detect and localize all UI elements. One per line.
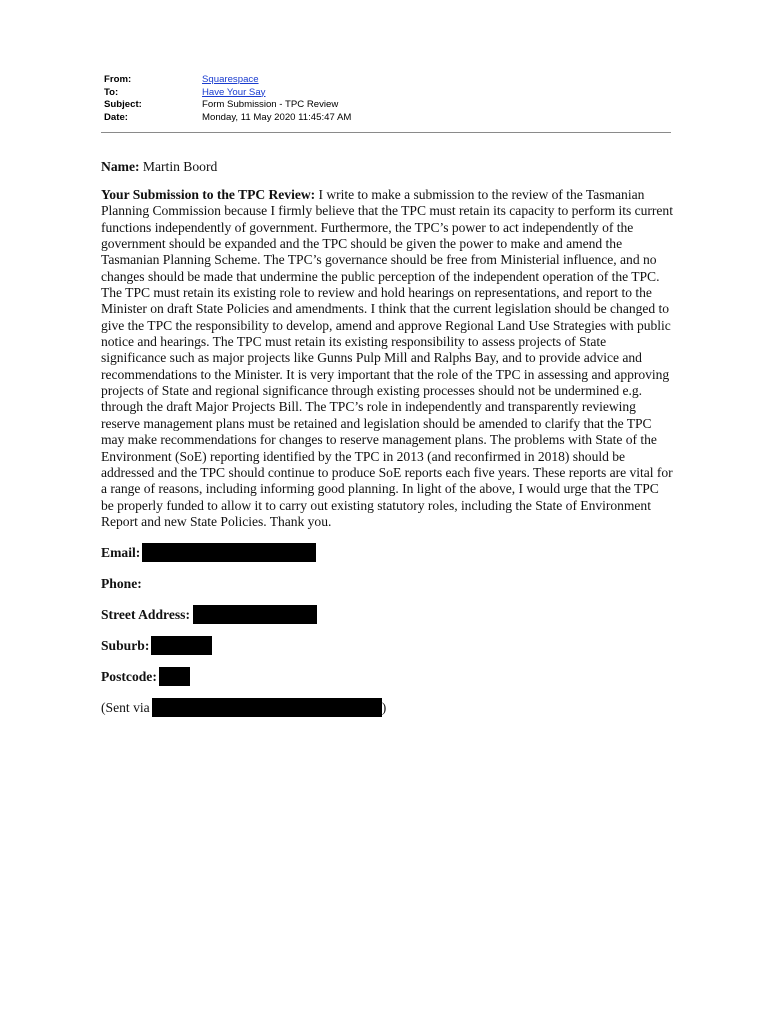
from-label: From: xyxy=(104,74,132,85)
submission-label: Your Submission to the TPC Review: xyxy=(101,187,316,202)
suburb-redaction xyxy=(151,636,212,655)
email-line xyxy=(101,543,673,563)
to-label: To: xyxy=(104,86,119,98)
header-from-row xyxy=(104,74,671,87)
email-label: Email: xyxy=(101,545,141,561)
header-to-row xyxy=(104,87,671,100)
name-value: Martin Boord xyxy=(142,159,218,174)
name-line xyxy=(101,157,673,177)
postcode-label: Postcode: xyxy=(101,669,157,685)
date-value: Monday, 11 May 2020 11:45:47 AM xyxy=(202,112,352,124)
header-date-row xyxy=(104,112,671,125)
street-address-line xyxy=(101,605,673,625)
submission-paragraph xyxy=(101,187,673,530)
from-link[interactable]: Squarespace xyxy=(202,74,259,85)
street-address-label: Street Address: xyxy=(101,607,190,623)
subject-label: Subject: xyxy=(104,99,142,111)
phone-label: Phone: xyxy=(101,576,142,592)
to-link[interactable]: Have Your Say xyxy=(202,86,266,98)
header-subject-row xyxy=(104,99,671,112)
submission-text: I write to make a submission to the review of the Tasmanian Planning Commission because I firmly believe that the TPC must retain its capacity to perform its current functions independently of government. Furthermore, the TPC’s power to act independently of the government should be expanded and the TPC should be given the power to make and amend the Tasmanian Planning Scheme. The TPC’s governance should be free from Ministerial influence, and no changes should be made that undermine the public perception of the independent operation of the TPC. The TPC must retain its existing role to review and hold hearings on representations, and report to the Minister on draft State Policies and amendments. I think that the current legislation should be changed to give the TPC the responsibility to develop, amend and approve Regional Land Use Strategies with public notice and hearings. The TPC must retain its existing responsibility to assess projects of State significance such as major projects like Gunns Pulp Mill and Ralphs Bay, and to provide advice and recommendations to the Minister. It is very important that the role of the TPC in assessing and approving projects of State and regional significance through existing processes should not be undermined e.g. through the draft Major Projects Bill. The TPC’s role in independently and transparently reviewing reserve management plans must be retained and legislation should be amended to clarify that the TPC may make recommendations for changes to reserve management plans. The problems with State of the Environment (SoE) reporting identified by the TPC in 2013 (and reconfirmed in 2018) should be addressed and the TPC should continue to produce SoE reports each five years. These reports are vital for a range of reasons, including informing good planning. In light of the above, I would urge that the TPC be properly funded to allow it to carry out existing statutory roles, including the State of Environment Report and new State Policies. Thank you. xyxy=(101,187,673,529)
postcode-line xyxy=(101,667,673,687)
email-header xyxy=(104,74,671,125)
phone-line xyxy=(101,574,673,594)
suburb-label: Suburb: xyxy=(101,638,150,654)
form-body xyxy=(101,157,673,718)
name-label: Name: xyxy=(101,159,140,174)
sent-via-line xyxy=(101,698,673,718)
header-divider xyxy=(101,132,671,133)
suburb-line xyxy=(101,636,673,656)
street-address-redaction xyxy=(193,605,317,624)
sent-via-redaction xyxy=(152,698,382,717)
postcode-redaction xyxy=(159,667,190,686)
email-redaction xyxy=(142,543,316,562)
sent-via-prefix: (Sent via xyxy=(101,700,150,716)
subject-value: Form Submission - TPC Review xyxy=(202,99,339,111)
date-label: Date: xyxy=(104,112,128,124)
sent-via-suffix: ) xyxy=(381,700,387,716)
